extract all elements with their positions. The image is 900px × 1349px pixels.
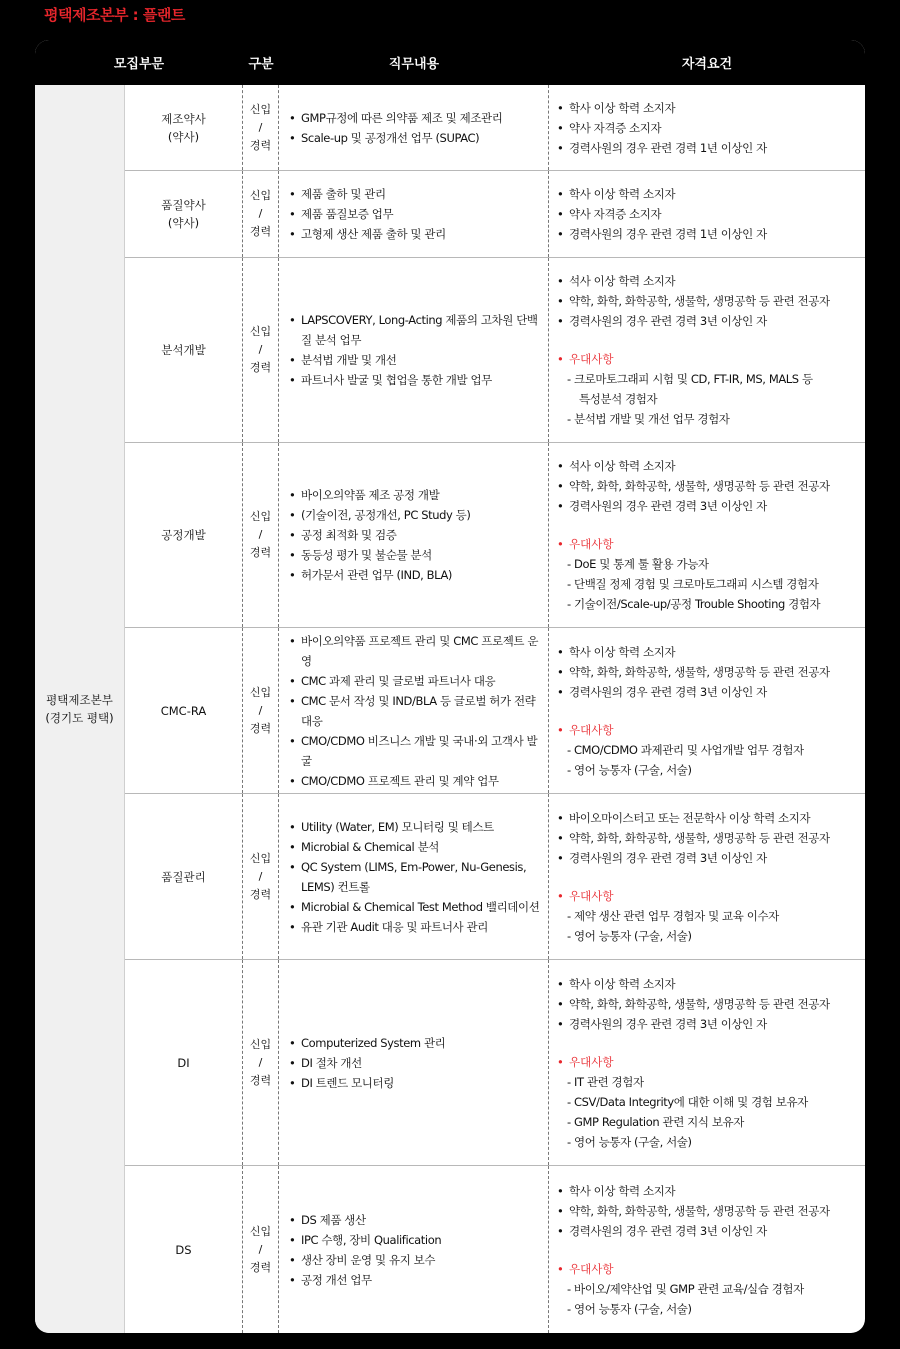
position-cell bbox=[125, 258, 243, 442]
duty-item: • DI 트렌드 모니터링 bbox=[287, 1073, 445, 1093]
preferred-item: - 바이오/제약산업 및 GMP 관련 교육/실습 경험자 bbox=[567, 1281, 804, 1296]
header-duty: 직무내용 bbox=[388, 57, 440, 72]
qual-item: • 경력사원의 경우 관련 경력 3년 이상인 자 bbox=[555, 1221, 830, 1241]
qual-list bbox=[555, 642, 830, 702]
preferred-item: - 기술이전/Scale-up/공정 Trouble Shooting 경험자 bbox=[567, 597, 821, 611]
preferred-title: • 우대사항 bbox=[555, 720, 830, 740]
duty-cell bbox=[279, 258, 549, 442]
preferred-item: - 크로마토그래피 시험 및 CD, FT-IR, MS, MALS 등 bbox=[567, 372, 813, 386]
table-row bbox=[125, 258, 865, 443]
type-cell bbox=[243, 794, 279, 959]
preferred-title: • 우대사항 bbox=[555, 349, 830, 369]
type-new: 신입 bbox=[249, 325, 272, 338]
qual-item: • 약학, 화학, 화학공학, 생물학, 생명공학 등 관련 전공자 bbox=[555, 1201, 830, 1221]
header-dept: 모집부문 bbox=[113, 57, 165, 72]
duty-list bbox=[287, 485, 470, 585]
qual-item: • 경력사원의 경우 관련 경력 3년 이상인 자 bbox=[555, 682, 830, 702]
preferred-item: - 분석법 개발 및 개선 업무 경험자 bbox=[567, 412, 730, 426]
position-cell bbox=[125, 960, 243, 1165]
qual-item: • 경력사원의 경우 관련 경력 3년 이상인 자 bbox=[555, 848, 830, 868]
preferred-item: - 제약 생산 관련 업무 경험자 및 교육 이수자 bbox=[567, 908, 779, 923]
position-name: 품질약사 bbox=[161, 198, 206, 212]
position-name: 품질관리 bbox=[161, 869, 206, 884]
preferred-item: - 영어 능통자 (구술, 서술) bbox=[567, 762, 692, 777]
duty-item: • QC System (LIMS, Em-Power, Nu-Genesis, LEMS) 컨트롤 bbox=[287, 857, 544, 897]
table-body bbox=[35, 85, 865, 1333]
type-slash: / bbox=[258, 528, 263, 541]
qual-cell bbox=[549, 85, 865, 170]
type-slash: / bbox=[258, 1055, 263, 1069]
duty-cell bbox=[279, 960, 549, 1165]
duty-item: • Microbial & Chemical 분석 bbox=[287, 837, 544, 857]
qual-item: • 약사 자격증 소지자 bbox=[555, 204, 767, 224]
preferred-title: • 우대사항 bbox=[555, 1052, 830, 1072]
duty-cell bbox=[279, 171, 549, 257]
qual-item: • 약학, 화학, 화학공학, 생물학, 생명공학 등 관련 전공자 bbox=[555, 291, 830, 311]
qual-cell bbox=[549, 171, 865, 257]
type-cell bbox=[243, 960, 279, 1165]
department-cell bbox=[35, 85, 125, 1333]
position-name: CMC-RA bbox=[160, 703, 207, 718]
type-new: 신입 bbox=[249, 1224, 272, 1238]
position-name: DI bbox=[177, 1055, 190, 1070]
qual-item: • 경력사원의 경우 관련 경력 1년 이상인 자 bbox=[555, 138, 767, 158]
duty-item: • 분석법 개발 및 개선 bbox=[287, 350, 544, 370]
position-name: 공정개발 bbox=[161, 528, 206, 542]
qual-list bbox=[555, 98, 767, 158]
type-slash: / bbox=[258, 120, 263, 134]
duty-item: • DS 제품 생산 bbox=[287, 1210, 441, 1230]
position-cell bbox=[125, 171, 243, 257]
type-career: 경력 bbox=[249, 1073, 272, 1087]
type-new: 신입 bbox=[249, 685, 272, 699]
qual-item: • 학사 이상 학력 소지자 bbox=[555, 1181, 830, 1201]
qual-list bbox=[555, 456, 830, 516]
qual-item: • 경력사원의 경우 관련 경력 3년 이상인 자 bbox=[555, 496, 830, 516]
duty-item: • CMO/CDMO 비즈니스 개발 및 국내·외 고객사 발굴 bbox=[287, 731, 544, 771]
position-name: 제조약사 bbox=[161, 111, 206, 126]
preferred-item: - CSV/Data Integrity에 대한 이해 및 경험 보유자 bbox=[567, 1094, 808, 1109]
duty-cell bbox=[279, 794, 549, 959]
table-header bbox=[35, 40, 865, 85]
page-title: 평택제조본부 : 플랜트 bbox=[44, 6, 185, 24]
position-name: DS bbox=[175, 1242, 192, 1257]
type-slash: / bbox=[258, 207, 263, 220]
qual-item: • 경력사원의 경우 관련 경력 3년 이상인 자 bbox=[555, 311, 830, 331]
qual-item: • 석사 이상 학력 소지자 bbox=[555, 271, 830, 291]
duty-list bbox=[287, 310, 544, 390]
qual-item: • 약학, 화학, 화학공학, 생물학, 생명공학 등 관련 전공자 bbox=[555, 476, 830, 496]
type-new: 신입 bbox=[249, 510, 272, 523]
duty-list bbox=[287, 631, 544, 791]
table-row bbox=[125, 1166, 865, 1333]
duty-list bbox=[287, 108, 502, 148]
type-new: 신입 bbox=[249, 1037, 272, 1051]
qual-item: • 학사 이상 학력 소지자 bbox=[555, 974, 830, 994]
type-cell bbox=[243, 171, 279, 257]
preferred-item: 특성분석 경험자 bbox=[579, 392, 658, 406]
type-career: 경력 bbox=[249, 138, 272, 152]
duty-item: • 유관 기관 Audit 대응 및 파트너사 관리 bbox=[287, 917, 544, 937]
type-cell bbox=[243, 1166, 279, 1333]
type-career: 경력 bbox=[249, 721, 272, 735]
preferred-item: - 단백질 정제 경험 및 크로마토그래피 시스템 경험자 bbox=[567, 577, 819, 591]
qual-list bbox=[555, 1181, 830, 1241]
preferred-title: • 우대사항 bbox=[555, 534, 830, 554]
qual-cell bbox=[549, 960, 865, 1165]
duty-item: • 동등성 평가 및 불순물 분석 bbox=[287, 545, 470, 565]
duty-item: • 바이오의약품 제조 공정 개발 bbox=[287, 485, 470, 505]
type-cell bbox=[243, 628, 279, 793]
preferred-item: - DoE 및 통계 툴 활용 가능자 bbox=[567, 557, 709, 571]
duty-cell bbox=[279, 85, 549, 170]
table-row bbox=[125, 443, 865, 628]
type-career: 경력 bbox=[249, 361, 272, 374]
duty-list bbox=[287, 1033, 445, 1093]
duty-cell bbox=[279, 1166, 549, 1333]
preferred-item: - GMP Regulation 관련 지식 보유자 bbox=[567, 1114, 744, 1129]
table-row bbox=[125, 794, 865, 960]
qual-item: • 석사 이상 학력 소지자 bbox=[555, 456, 830, 476]
qual-list bbox=[555, 184, 767, 244]
duty-list bbox=[287, 817, 544, 937]
preferred-item: - 영어 능통자 (구술, 서술) bbox=[567, 1301, 692, 1316]
type-career: 경력 bbox=[249, 546, 272, 559]
qual-cell bbox=[549, 443, 865, 627]
table-row bbox=[125, 960, 865, 1166]
duty-item: • CMC 과제 관리 및 글로벌 파트너사 대응 bbox=[287, 671, 544, 691]
type-career: 경력 bbox=[249, 1260, 272, 1274]
preferred-item: - 영어 능통자 (구술, 서술) bbox=[567, 928, 692, 943]
qual-cell bbox=[549, 794, 865, 959]
duty-item: • Microbial & Chemical Test Method 밸리데이션 bbox=[287, 897, 544, 917]
preferred-item: - CMO/CDMO 과제관리 및 사업개발 업무 경험자 bbox=[567, 742, 804, 757]
duty-item: • 제품 출하 및 관리 bbox=[287, 184, 446, 204]
duty-item: • CMO/CDMO 프로젝트 관리 및 계약 업무 bbox=[287, 771, 544, 791]
duty-item: • 파트너사 발굴 및 협업을 통한 개발 업무 bbox=[287, 370, 544, 390]
duty-item: • IPC 수행, 장비 Qualification bbox=[287, 1230, 441, 1250]
qual-item: • 학사 이상 학력 소지자 bbox=[555, 642, 830, 662]
position-sub: (약사) bbox=[167, 216, 200, 230]
qual-list bbox=[555, 974, 830, 1034]
position-cell bbox=[125, 628, 243, 793]
preferred-item: - 영어 능통자 (구술, 서술) bbox=[567, 1134, 692, 1149]
position-cell bbox=[125, 85, 243, 170]
duty-item: • LAPSCOVERY, Long-Acting 제품의 고차원 단백질 분석 업무 bbox=[287, 310, 544, 350]
position-sub: (약사) bbox=[167, 129, 200, 144]
type-career: 경력 bbox=[249, 225, 272, 238]
duty-item: • 고형제 생산 제품 출하 및 관리 bbox=[287, 224, 446, 244]
type-cell bbox=[243, 443, 279, 627]
qual-item: • 학사 이상 학력 소지자 bbox=[555, 184, 767, 204]
header-type: 구분 bbox=[248, 57, 274, 72]
duty-item: • (기술이전, 공정개선, PC Study 등) bbox=[287, 505, 470, 525]
duty-item: • 공정 최적화 및 검증 bbox=[287, 525, 470, 545]
qual-list bbox=[555, 808, 830, 868]
type-new: 신입 bbox=[249, 189, 272, 202]
qual-item: • 약학, 화학, 화학공학, 생물학, 생명공학 등 관련 전공자 bbox=[555, 828, 830, 848]
duty-item: • 생산 장비 운영 및 유지 보수 bbox=[287, 1250, 441, 1270]
qual-item: • 약학, 화학, 화학공학, 생물학, 생명공학 등 관련 전공자 bbox=[555, 662, 830, 682]
duty-item: • Computerized System 관리 bbox=[287, 1033, 445, 1053]
department-location: (경기도 평택) bbox=[45, 711, 114, 725]
qual-item: • 학사 이상 학력 소지자 bbox=[555, 98, 767, 118]
recruitment-table bbox=[35, 40, 865, 1333]
preferred-title: • 우대사항 bbox=[555, 886, 830, 906]
type-slash: / bbox=[258, 703, 263, 717]
position-cell bbox=[125, 794, 243, 959]
type-slash: / bbox=[258, 1242, 263, 1256]
duty-item: • Utility (Water, EM) 모니터링 및 테스트 bbox=[287, 817, 544, 837]
qual-item: • 약학, 화학, 화학공학, 생물학, 생명공학 등 관련 전공자 bbox=[555, 994, 830, 1014]
preferred-title: • 우대사항 bbox=[555, 1259, 830, 1279]
qual-item: • 바이오마이스터고 또는 전문학사 이상 학력 소지자 bbox=[555, 808, 830, 828]
type-new: 신입 bbox=[249, 102, 272, 116]
duty-list bbox=[287, 1210, 441, 1290]
duty-cell bbox=[279, 443, 549, 627]
header-qual: 자격요건 bbox=[681, 57, 733, 72]
table-rows bbox=[125, 85, 865, 1333]
preferred-item: - IT 관련 경험자 bbox=[567, 1074, 644, 1089]
duty-item: • 제품 품질보증 업무 bbox=[287, 204, 446, 224]
duty-item: • 바이오의약품 프로젝트 관리 및 CMC 프로젝트 운영 bbox=[287, 631, 544, 671]
position-cell bbox=[125, 1166, 243, 1333]
duty-item: • Scale-up 및 공정개선 업무 (SUPAC) bbox=[287, 128, 502, 148]
position-cell bbox=[125, 443, 243, 627]
type-slash: / bbox=[258, 869, 263, 883]
department-name: 평택제조본부 bbox=[46, 693, 113, 707]
duty-item: • 공정 개선 업무 bbox=[287, 1270, 441, 1290]
duty-item: • GMP규정에 따른 의약품 제조 및 제조관리 bbox=[287, 108, 502, 128]
duty-item: • 허가문서 관련 업무 (IND, BLA) bbox=[287, 565, 470, 585]
qual-item: • 약사 자격증 소지자 bbox=[555, 118, 767, 138]
position-name: 분석개발 bbox=[161, 343, 206, 357]
qual-item: • 경력사원의 경우 관련 경력 3년 이상인 자 bbox=[555, 1014, 830, 1034]
type-career: 경력 bbox=[249, 887, 272, 901]
type-slash: / bbox=[258, 343, 263, 356]
duty-cell bbox=[279, 628, 549, 793]
qual-list bbox=[555, 271, 830, 331]
duty-list bbox=[287, 184, 446, 244]
table-row bbox=[125, 171, 865, 258]
qual-cell bbox=[549, 628, 865, 793]
type-cell bbox=[243, 258, 279, 442]
table-row bbox=[125, 628, 865, 794]
duty-item: • CMC 문서 작성 및 IND/BLA 등 글로벌 허가 전략 대응 bbox=[287, 691, 544, 731]
qual-item: • 경력사원의 경우 관련 경력 1년 이상인 자 bbox=[555, 224, 767, 244]
type-cell bbox=[243, 85, 279, 170]
type-new: 신입 bbox=[249, 851, 272, 865]
duty-item: • DI 절차 개선 bbox=[287, 1053, 445, 1073]
qual-cell bbox=[549, 258, 865, 442]
qual-cell bbox=[549, 1166, 865, 1333]
table-row bbox=[125, 85, 865, 171]
